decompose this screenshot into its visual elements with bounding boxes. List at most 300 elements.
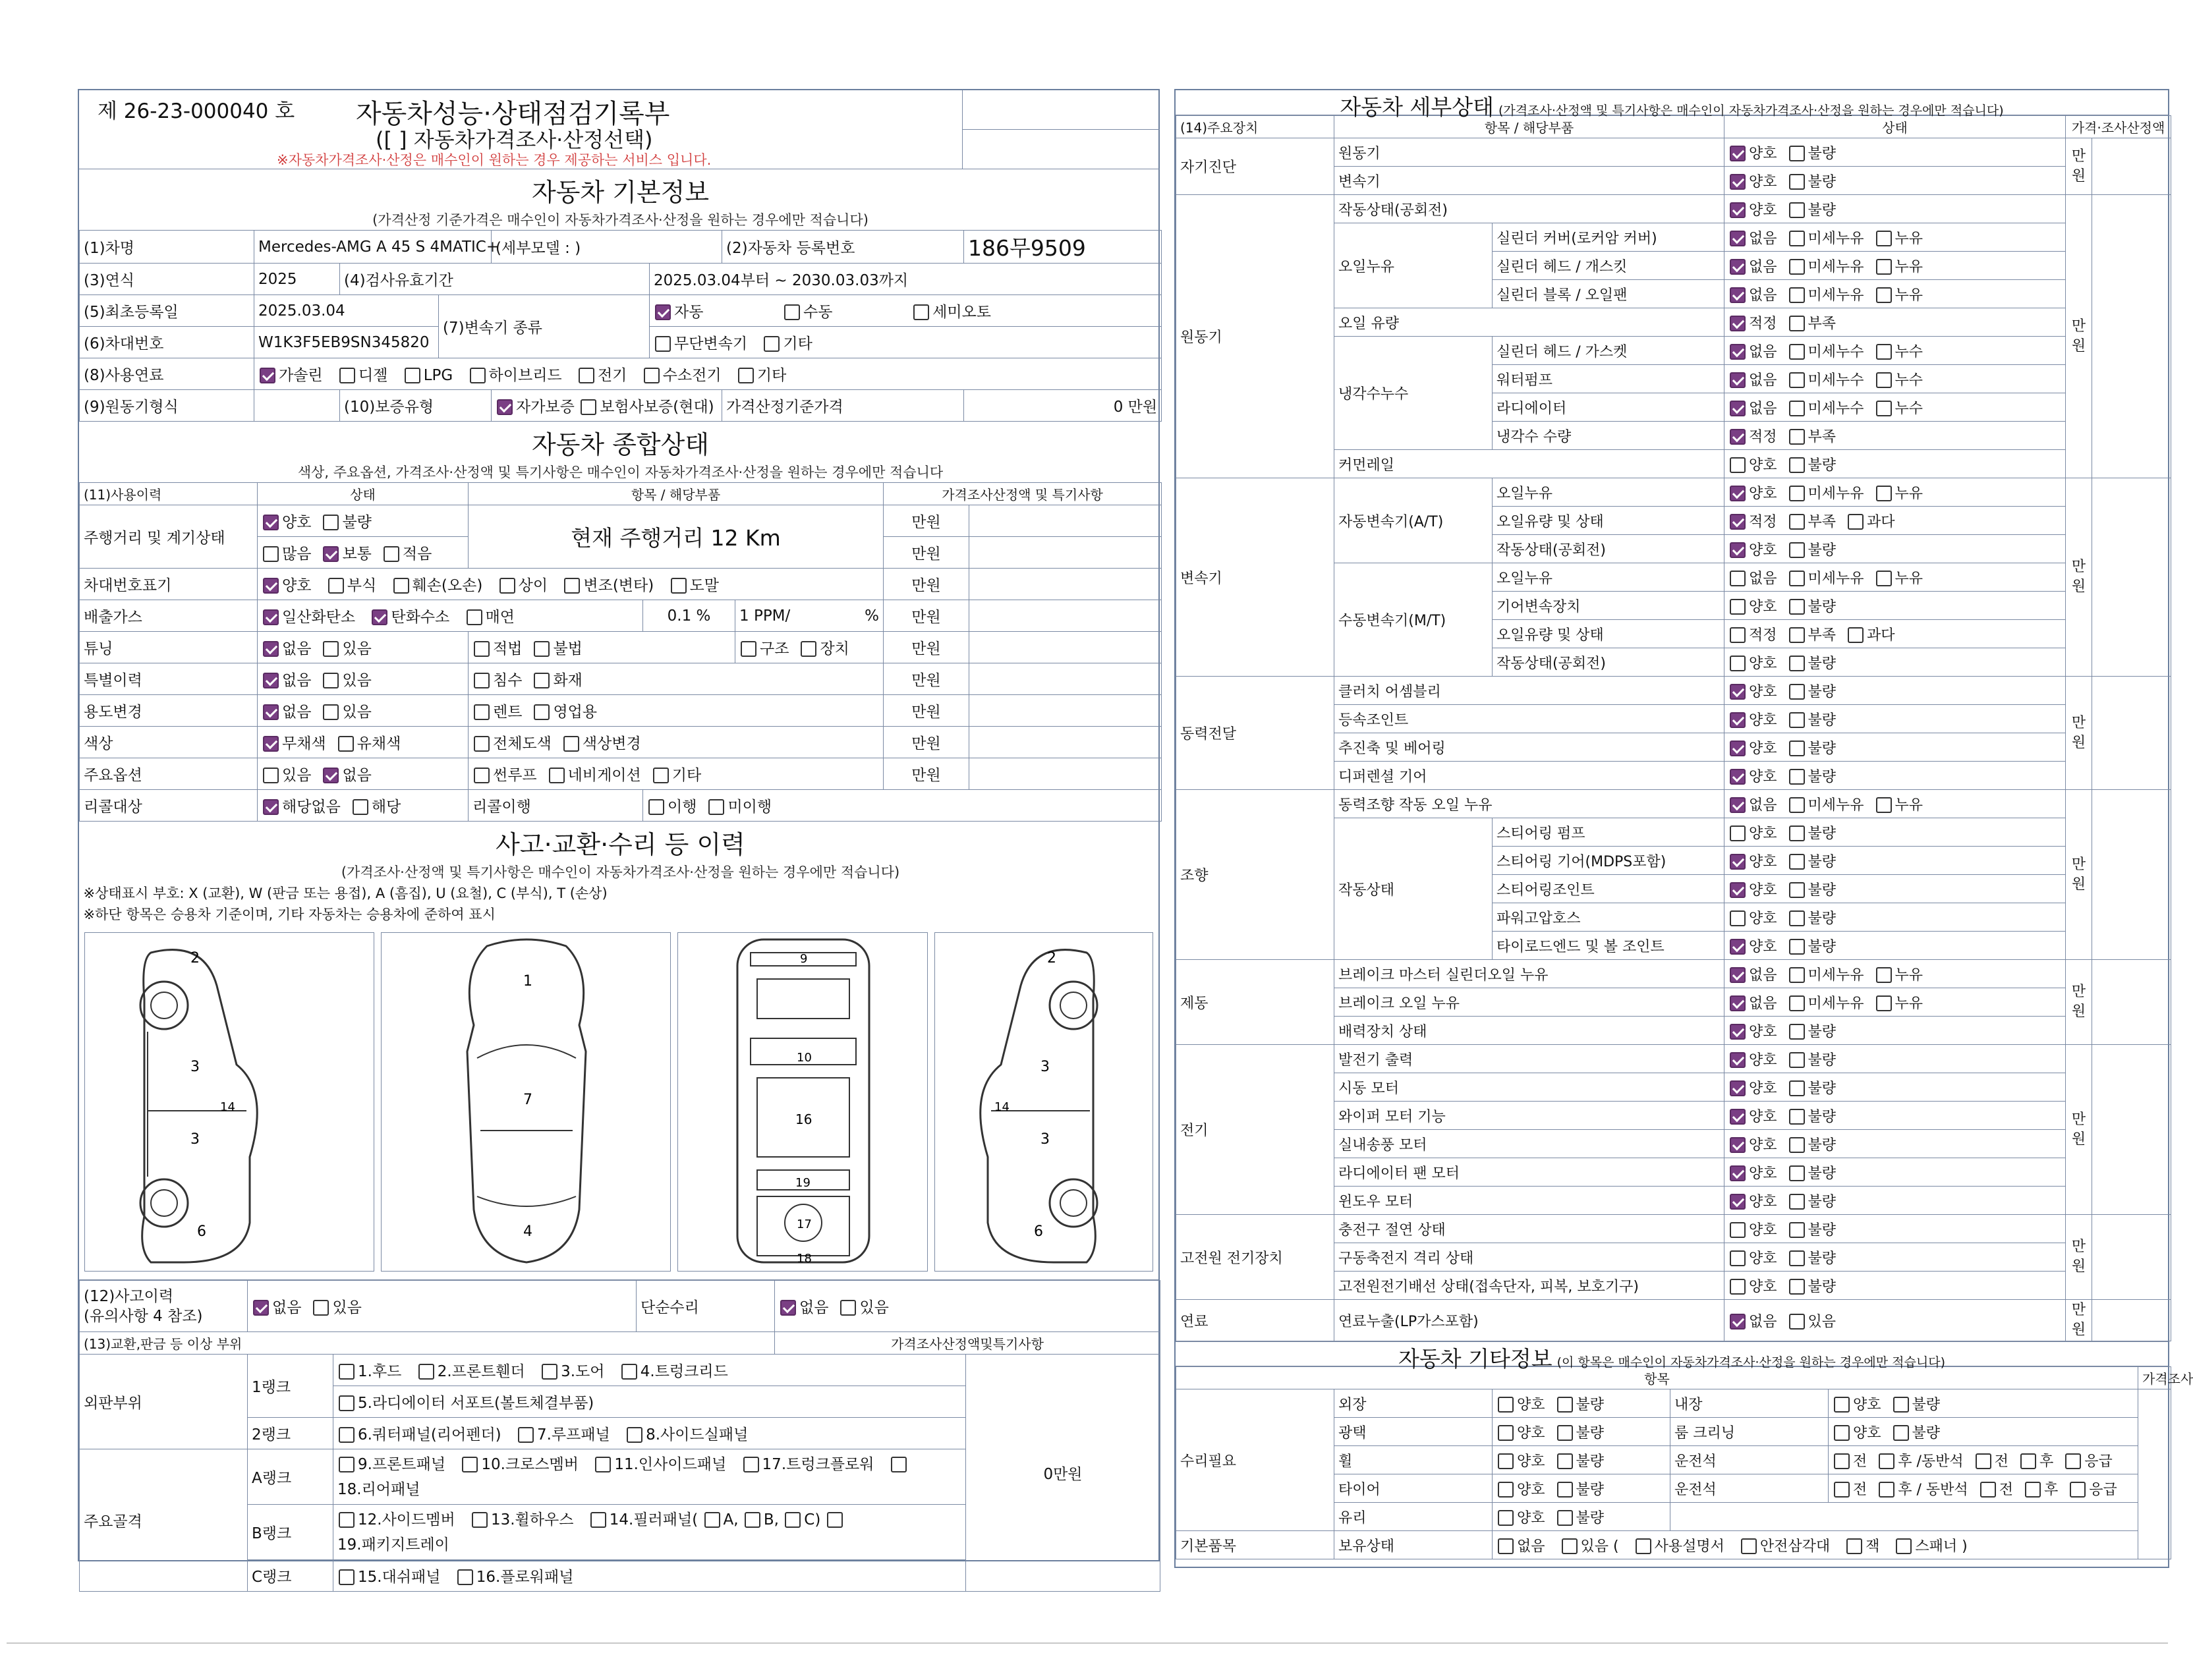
detail-part-label: 오일유량 및 상태 [1493, 507, 1724, 535]
detail-state-checkbox[interactable] [1730, 656, 1746, 671]
pillar-c-checkbox[interactable] [785, 1512, 801, 1528]
chromatic-checkbox[interactable] [338, 736, 354, 752]
tuning-structure-label: 구조 [760, 640, 789, 658]
detail-state-options [1724, 308, 2066, 337]
quarter-panel-checkbox[interactable] [339, 1427, 355, 1443]
exterior-good-checkbox[interactable] [1498, 1397, 1514, 1413]
fuel-other-checkbox[interactable] [738, 368, 754, 383]
detail-state-checkbox[interactable] [1730, 769, 1746, 785]
detail-state-checkbox[interactable] [1789, 1052, 1805, 1068]
detail-state-options [1724, 1215, 2066, 1243]
flood-checkbox[interactable] [474, 673, 490, 688]
rankB-items [333, 1505, 966, 1560]
rank2-items [333, 1418, 966, 1449]
trunk-lid-label: 4.트렁크리드 [640, 1363, 728, 1380]
detail-state-checkbox[interactable] [1789, 287, 1805, 303]
tire-rear-checkbox[interactable] [1879, 1482, 1894, 1498]
detail-status-table [1176, 115, 2171, 1341]
mileage-normal-checkbox[interactable] [323, 546, 339, 562]
detail-state-checkbox[interactable] [1789, 854, 1805, 870]
navi-checkbox[interactable] [549, 768, 565, 783]
wheel-good-label: 양호 [1517, 1453, 1545, 1470]
special-exists-checkbox[interactable] [323, 673, 339, 688]
detail-state-checkbox[interactable] [1789, 797, 1805, 813]
detail-state-checkbox[interactable] [1730, 146, 1746, 161]
usage-none-checkbox[interactable] [263, 704, 279, 720]
detail-state-checkbox[interactable] [1730, 1052, 1746, 1068]
room-bad-checkbox[interactable] [1893, 1425, 1909, 1441]
detail-sub-label: 수동변속기(M/T) [1334, 563, 1493, 677]
tuning-illegal-checkbox[interactable] [534, 641, 550, 657]
exterior-bad-checkbox[interactable] [1557, 1397, 1573, 1413]
detail-price-note [2092, 790, 2171, 960]
vin-alter-checkbox[interactable] [564, 578, 580, 594]
detail-state-checkbox[interactable] [1789, 316, 1805, 331]
accident-none-checkbox[interactable] [253, 1300, 269, 1316]
detail-state-label: 양호 [1749, 825, 1777, 842]
pillar-b-checkbox[interactable] [745, 1512, 760, 1528]
roof-panel-checkbox[interactable] [518, 1427, 534, 1443]
gauge-bad-checkbox[interactable] [323, 515, 339, 530]
detail-state-checkbox[interactable] [1789, 769, 1805, 785]
detail-title: 자동차 세부상태 [1340, 94, 1494, 120]
detail-state-checkbox[interactable] [1876, 797, 1892, 813]
detail-state-checkbox[interactable] [1789, 1314, 1805, 1330]
detail-state-checkbox[interactable] [1789, 599, 1805, 615]
detail-state-checkbox[interactable] [1730, 1314, 1746, 1330]
detail-state-checkbox[interactable] [1789, 712, 1805, 728]
detail-sub-label: 윈도우 모터 [1334, 1187, 1724, 1215]
first-reg-label: (5)최초등록일 [80, 295, 254, 327]
fuel-gasoline-checkbox[interactable] [260, 368, 275, 383]
detail-state-label: 과다 [1867, 513, 1895, 530]
detail-state-checkbox[interactable] [1730, 514, 1746, 530]
detail-state-checkbox[interactable] [1789, 741, 1805, 756]
fuel-other-label: 기타 [756, 367, 787, 384]
svg-text:4: 4 [523, 1223, 532, 1240]
mileage-many-checkbox[interactable] [263, 546, 279, 562]
detail-state-label: 양호 [1749, 1023, 1777, 1040]
color-state [258, 727, 469, 758]
detail-state-checkbox[interactable] [1789, 372, 1805, 388]
detail-state-checkbox[interactable] [1730, 882, 1746, 898]
repair-exists-checkbox[interactable] [840, 1300, 856, 1316]
detail-state-label: 없음 [1749, 287, 1777, 304]
svg-text:10: 10 [797, 1051, 812, 1065]
detail-state-checkbox[interactable] [1848, 514, 1864, 530]
trunk-lid-checkbox[interactable] [621, 1364, 637, 1380]
year-label: (3)연식 [80, 264, 254, 295]
keep-none-checkbox[interactable] [1498, 1538, 1514, 1554]
detail-state-label: 없음 [1749, 258, 1777, 275]
dash-panel-label: 15.대쉬패널 [358, 1569, 441, 1586]
exterior-state [1493, 1389, 1670, 1418]
detail-state-checkbox[interactable] [1789, 571, 1805, 586]
detail-state-checkbox[interactable] [1789, 146, 1805, 161]
detail-state-checkbox[interactable] [1730, 1194, 1746, 1210]
detail-state-col: 상태 [1724, 116, 2066, 138]
detail-state-checkbox[interactable] [1789, 1279, 1805, 1295]
floor-panel-checkbox[interactable] [457, 1569, 473, 1585]
tire-front-checkbox[interactable] [1834, 1482, 1850, 1498]
detail-state-checkbox[interactable] [1730, 259, 1746, 275]
fire-label: 화재 [553, 672, 583, 689]
door-checkbox[interactable] [542, 1364, 557, 1380]
gauge-good-checkbox[interactable] [263, 515, 279, 530]
trans-auto-checkbox[interactable] [655, 304, 671, 320]
wheel-pfront-checkbox[interactable] [1976, 1453, 1991, 1469]
wheel-bad-checkbox[interactable] [1557, 1453, 1573, 1469]
right-side-view [934, 932, 1153, 1272]
detail-state-label: 미세누수 [1808, 343, 1864, 360]
svg-text:3: 3 [190, 1059, 200, 1075]
detail-state-checkbox[interactable] [1730, 995, 1746, 1011]
detail-state-label: 양호 [1749, 457, 1777, 474]
trans-label: (7)변속기 종류 [439, 295, 650, 358]
dash-panel-checkbox[interactable] [339, 1569, 355, 1585]
detail-state-checkbox[interactable] [1789, 1024, 1805, 1040]
detail-state-checkbox[interactable] [1730, 1024, 1746, 1040]
detail-state-checkbox[interactable] [1730, 967, 1746, 983]
etc-info-table [1176, 1366, 2193, 1559]
spanner-checkbox[interactable] [1896, 1538, 1912, 1554]
detail-state-checkbox[interactable] [1876, 401, 1892, 416]
vin-alter-label: 변조(변타) [583, 577, 654, 594]
achromatic-checkbox[interactable] [263, 736, 279, 752]
wheel-house-label: 13.휠하우스 [490, 1511, 574, 1528]
detail-state-options [1724, 960, 2066, 988]
recall-notdone-checkbox[interactable] [708, 799, 724, 815]
keep-has-checkbox[interactable] [1562, 1538, 1578, 1554]
vin-smear-checkbox[interactable] [671, 578, 687, 594]
vin-rust-checkbox[interactable] [328, 578, 344, 594]
tire-good-checkbox[interactable] [1498, 1482, 1514, 1498]
detail-state-checkbox[interactable] [1730, 797, 1746, 813]
detail-state-checkbox[interactable] [1789, 231, 1805, 246]
tire-bad-checkbox[interactable] [1557, 1482, 1573, 1498]
detail-state-checkbox[interactable] [1876, 344, 1892, 360]
tuning-legal-checkbox[interactable] [474, 641, 490, 657]
glass-good-checkbox[interactable] [1498, 1510, 1514, 1526]
detail-state-options [1724, 223, 2066, 252]
detail-state-checkbox[interactable] [1789, 429, 1805, 445]
wheel-emergency-checkbox[interactable] [2065, 1453, 2081, 1469]
pillar-c-label: C) [804, 1511, 821, 1528]
detail-state-checkbox[interactable] [1789, 542, 1805, 558]
tuning-none-checkbox[interactable] [263, 641, 279, 657]
detail-state-checkbox[interactable] [1789, 401, 1805, 416]
detail-state-label: 양호 [1749, 542, 1777, 559]
detail-state-checkbox[interactable] [1876, 995, 1892, 1011]
usage-none-label: 없음 [282, 704, 312, 721]
wheel-prear-checkbox[interactable] [2020, 1453, 2036, 1469]
detail-state-checkbox[interactable] [1876, 231, 1892, 246]
detail-state-checkbox[interactable] [1876, 967, 1892, 983]
warranty-ins-checkbox[interactable] [581, 399, 596, 415]
detail-state-label: 없음 [1749, 230, 1777, 247]
detail-sub-label: 오일 유량 [1334, 308, 1724, 337]
svg-text:14: 14 [994, 1100, 1010, 1114]
detail-state-checkbox[interactable] [1730, 712, 1746, 728]
special-none-checkbox[interactable] [263, 673, 279, 688]
smoke-label: 매연 [485, 609, 515, 626]
detail-state-checkbox[interactable] [1730, 344, 1746, 360]
side-member-checkbox[interactable] [339, 1512, 355, 1528]
triangle-checkbox[interactable] [1741, 1538, 1757, 1554]
detail-state-checkbox[interactable] [1730, 287, 1746, 303]
detail-state-checkbox[interactable] [1789, 826, 1805, 841]
detail-state-label: 미세누유 [1808, 966, 1864, 984]
side-sill-checkbox[interactable] [627, 1427, 642, 1443]
detail-state-checkbox[interactable] [1730, 316, 1746, 331]
detail-state-checkbox[interactable] [1730, 486, 1746, 501]
detail-state-checkbox[interactable] [1730, 429, 1746, 445]
co-checkbox[interactable] [263, 609, 279, 625]
tuning-device-checkbox[interactable] [801, 641, 816, 657]
chromatic-label: 유채색 [356, 735, 401, 752]
detail-state-checkbox[interactable] [1789, 910, 1805, 926]
detail-state-checkbox[interactable] [1730, 1109, 1746, 1125]
detail-state-checkbox[interactable] [1730, 826, 1746, 841]
detail-state-checkbox[interactable] [1789, 939, 1805, 955]
detail-state-checkbox[interactable] [1789, 174, 1805, 190]
pillar-panel-label: 14.필러패널( [609, 1511, 698, 1528]
detail-state-label: 양호 [1749, 1108, 1777, 1125]
recall-yes-checkbox[interactable] [353, 799, 368, 815]
detail-state-checkbox[interactable] [1789, 1222, 1805, 1238]
roof-panel-label: 7.루프패널 [536, 1426, 610, 1443]
detail-state-options [1724, 422, 2066, 450]
detail-state-checkbox[interactable] [1876, 571, 1892, 586]
detail-state-checkbox[interactable] [1789, 1250, 1805, 1266]
recall-notdone-label: 미이행 [727, 798, 772, 816]
fuel-hybrid-checkbox[interactable] [470, 368, 486, 383]
detail-state-checkbox[interactable] [1730, 1250, 1746, 1266]
repair-none-checkbox[interactable] [780, 1300, 796, 1316]
detail-state-checkbox[interactable] [1789, 1165, 1805, 1181]
recall-done-checkbox[interactable] [648, 799, 664, 815]
vin-smear-label: 도말 [689, 577, 719, 594]
detail-state-label: 미세누유 [1808, 258, 1864, 275]
manual-checkbox[interactable] [1636, 1538, 1651, 1554]
gauge-good-label: 양호 [282, 514, 312, 531]
usage-change-label: 용도변경 [80, 695, 258, 727]
fire-checkbox[interactable] [534, 673, 550, 688]
detail-state-checkbox[interactable] [1789, 202, 1805, 218]
cross-member-checkbox[interactable] [462, 1457, 478, 1472]
detail-state-checkbox[interactable] [1730, 372, 1746, 388]
detail-state-label: 적정 [1749, 428, 1777, 445]
detail-note: (가격조사·산정액 및 특기사항은 매수인이 자동차가격조사·산정을 원하는 경우에만 적습니다) [1498, 103, 2004, 118]
detail-sub-label: 고전원전기배선 상태(접속단자, 피복, 보호기구) [1334, 1272, 1724, 1300]
fuel-diesel-checkbox[interactable] [339, 368, 355, 383]
detail-sub-label: 작동상태(공회전) [1334, 195, 1724, 223]
repair-exists-label: 있음 [859, 1299, 889, 1316]
detail-state-checkbox[interactable] [1730, 1080, 1746, 1096]
door-label: 3.도어 [561, 1363, 605, 1380]
inside-panel-checkbox[interactable] [595, 1457, 611, 1472]
trans-semi-checkbox[interactable] [913, 304, 929, 320]
sunroof-checkbox[interactable] [474, 768, 490, 783]
wheel-front-checkbox[interactable] [1834, 1453, 1850, 1469]
detail-state-label: 양호 [1749, 712, 1777, 729]
detail-state-label: 양호 [1749, 1221, 1777, 1239]
detail-state-checkbox[interactable] [1876, 486, 1892, 501]
detail-state-checkbox[interactable] [1789, 1137, 1805, 1153]
detail-state-checkbox[interactable] [1730, 1137, 1746, 1153]
detail-state-checkbox[interactable] [1876, 259, 1892, 275]
detail-state-checkbox[interactable] [1730, 684, 1746, 700]
pillar-a-checkbox[interactable] [704, 1512, 720, 1528]
detail-state-label: 불량 [1808, 1108, 1837, 1125]
detail-state-checkbox[interactable] [1730, 939, 1746, 955]
warranty-self-checkbox[interactable] [497, 399, 513, 415]
detail-state-options [1724, 875, 2066, 903]
detail-state-checkbox[interactable] [1789, 882, 1805, 898]
detail-state-checkbox[interactable] [1789, 656, 1805, 671]
detail-state-label: 없음 [1749, 570, 1777, 587]
vin-damage-label: 훼손(오손) [412, 577, 483, 594]
detail-state-label: 양호 [1749, 938, 1777, 955]
tire-emergency-checkbox[interactable] [2070, 1482, 2086, 1498]
radiator-support-checkbox[interactable] [339, 1395, 355, 1411]
room-good-checkbox[interactable] [1834, 1425, 1850, 1441]
detail-state-checkbox[interactable] [1730, 401, 1746, 416]
options-other-checkbox[interactable] [653, 768, 669, 783]
detail-state-checkbox[interactable] [1730, 599, 1746, 615]
detail-state-checkbox[interactable] [1876, 287, 1892, 303]
detail-state-checkbox[interactable] [1789, 967, 1805, 983]
glass-bad-checkbox[interactable] [1557, 1510, 1573, 1526]
usage-exists-checkbox[interactable] [323, 704, 339, 720]
detail-state-label: 불량 [1808, 457, 1837, 474]
interior-good-checkbox[interactable] [1834, 1397, 1850, 1413]
detail-state-label: 불량 [1808, 145, 1837, 162]
detail-state-checkbox[interactable] [1730, 202, 1746, 218]
trans-other-checkbox[interactable] [764, 336, 780, 352]
business-checkbox[interactable] [534, 704, 550, 720]
tire-pfront-checkbox[interactable] [1980, 1482, 1996, 1498]
detail-state-checkbox[interactable] [1789, 995, 1805, 1011]
vin-good-checkbox[interactable] [263, 578, 279, 594]
detail-state-checkbox[interactable] [1730, 910, 1746, 926]
detail-state-checkbox[interactable] [1789, 344, 1805, 360]
gloss-state [1493, 1418, 1670, 1446]
detail-state-checkbox[interactable] [1876, 372, 1892, 388]
detail-state-checkbox[interactable] [1789, 1194, 1805, 1210]
accident-exists-checkbox[interactable] [313, 1300, 329, 1316]
left-side-view [84, 932, 374, 1272]
trans-cvt-checkbox[interactable] [655, 336, 671, 352]
smoke-checkbox[interactable] [467, 609, 482, 625]
hc-checkbox[interactable] [372, 609, 387, 625]
detail-part-label: 실린더 커버(로커암 커버) [1493, 223, 1724, 252]
fuel-lpg-checkbox[interactable] [405, 368, 420, 383]
detail-state-checkbox[interactable] [1730, 174, 1746, 190]
trans-manual-checkbox[interactable] [784, 304, 800, 320]
detail-state-checkbox[interactable] [1730, 741, 1746, 756]
exhaust-options [258, 600, 643, 632]
detail-sub-label: 클러치 어셈블리 [1334, 677, 1724, 705]
pillar-panel-checkbox[interactable] [590, 1512, 606, 1528]
detail-state-checkbox[interactable] [1730, 1279, 1746, 1295]
full-paint-checkbox[interactable] [474, 736, 490, 752]
rank2-label: 2랭크 [248, 1418, 333, 1449]
rear-panel-checkbox[interactable] [891, 1457, 907, 1472]
detail-state-checkbox[interactable] [1789, 486, 1805, 501]
fuel-hydrogen-checkbox[interactable] [644, 368, 660, 383]
detail-state-checkbox[interactable] [1730, 1165, 1746, 1181]
hood-checkbox[interactable] [339, 1364, 355, 1380]
detail-state-label: 미세누수 [1808, 400, 1864, 417]
front-fender-checkbox[interactable] [418, 1364, 434, 1380]
trunk-floor-checkbox[interactable] [743, 1457, 759, 1472]
rent-checkbox[interactable] [474, 704, 490, 720]
color-type [469, 727, 884, 758]
special-state [258, 663, 469, 695]
fuel-electric-checkbox[interactable] [579, 368, 594, 383]
detail-state-label: 양호 [1749, 145, 1777, 162]
detail-state-checkbox[interactable] [1789, 684, 1805, 700]
full-paint-label: 전체도색 [493, 735, 552, 752]
vin-damage-checkbox[interactable] [393, 578, 409, 594]
detail-state-checkbox[interactable] [1789, 259, 1805, 275]
package-tray-checkbox[interactable] [827, 1512, 843, 1528]
options-exists-checkbox[interactable] [263, 768, 279, 783]
pillar-b-label: B, [763, 1511, 779, 1528]
tire-prear-checkbox[interactable] [2025, 1482, 2041, 1498]
wheel-rear-checkbox[interactable] [1879, 1453, 1894, 1469]
detail-state-checkbox[interactable] [1789, 514, 1805, 530]
options-none-checkbox[interactable] [323, 768, 339, 783]
detail-state-options [1724, 535, 2066, 563]
detail-state-checkbox[interactable] [1730, 542, 1746, 558]
tuning-state [258, 632, 469, 663]
svg-text:16: 16 [795, 1111, 812, 1127]
detail-state-checkbox[interactable] [1730, 627, 1746, 643]
interior-bad-checkbox[interactable] [1893, 1397, 1909, 1413]
detail-state-checkbox[interactable] [1789, 457, 1805, 473]
gloss-bad-checkbox[interactable] [1557, 1425, 1573, 1441]
wheel-house-checkbox[interactable] [472, 1512, 488, 1528]
tuning-exists-checkbox[interactable] [323, 641, 339, 657]
glass-good-label: 양호 [1517, 1509, 1545, 1526]
detail-state-checkbox[interactable] [1789, 1080, 1805, 1096]
detail-state-label: 불량 [1808, 1250, 1837, 1267]
detail-state-checkbox[interactable] [1730, 854, 1746, 870]
frame-car-icon [678, 933, 927, 1271]
jack-checkbox[interactable] [1846, 1538, 1862, 1554]
detail-state-checkbox[interactable] [1730, 1222, 1746, 1238]
wheel-good-checkbox[interactable] [1498, 1453, 1514, 1469]
vin-diff-checkbox[interactable] [499, 578, 515, 594]
detail-state-checkbox[interactable] [1848, 627, 1864, 643]
color-change-checkbox[interactable] [563, 736, 579, 752]
mileage-few-checkbox[interactable] [384, 546, 399, 562]
front-panel-checkbox[interactable] [339, 1457, 355, 1472]
detail-state-checkbox[interactable] [1730, 231, 1746, 246]
manual-label: 사용설명서 [1654, 1538, 1724, 1555]
keep-has-label: 있음 ( [1580, 1538, 1619, 1555]
recall-na-checkbox[interactable] [263, 799, 279, 815]
detail-state-label: 누수 [1894, 372, 1923, 389]
detail-state-checkbox[interactable] [1789, 1109, 1805, 1125]
gloss-good-checkbox[interactable] [1498, 1425, 1514, 1441]
detail-state-checkbox[interactable] [1730, 571, 1746, 586]
detail-state-checkbox[interactable] [1789, 627, 1805, 643]
tuning-structure-checkbox[interactable] [741, 641, 756, 657]
detail-state-checkbox[interactable] [1730, 457, 1746, 473]
